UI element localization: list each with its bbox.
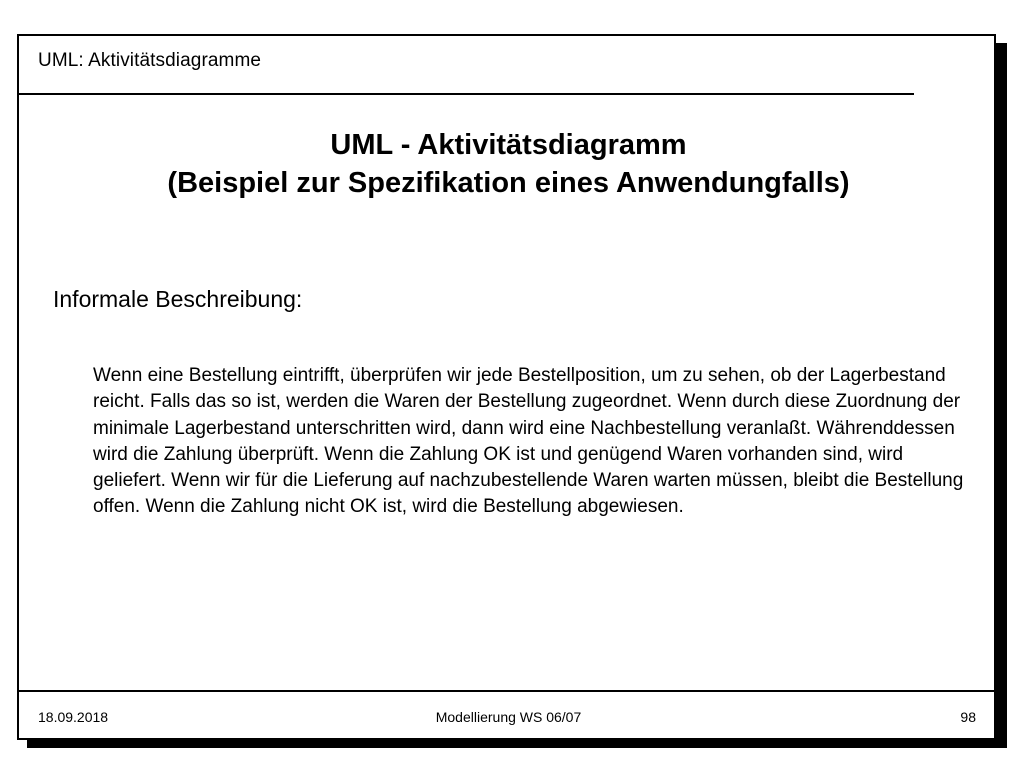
slide-title (19, 126, 998, 202)
slide-title-line-2: (Beispiel zur Spezifikation eines Anwendungfalls) (167, 167, 850, 199)
footer-date: 18.09.2018 (38, 709, 109, 725)
slide-title-line-1: UML - Aktivitätsdiagramm (330, 129, 687, 161)
page-number: 98 (960, 709, 976, 725)
header-title: UML: Aktivitätsdiagramme (38, 50, 262, 71)
header-divider (19, 93, 914, 95)
section-heading: Informale Beschreibung: (53, 286, 303, 312)
slide (17, 34, 996, 740)
description-paragraph: Wenn eine Bestellung eintrifft, überprüfen wir jede Bestellposition, um zu sehen, ob der Lagerbestand reicht. Falls das so ist, werden die Waren der Bestellung zugeordnet. Wenn durch diese Zuordnung der minimale Lagerbestand unterschritten wird, dann wird eine Nachbestellung veranlaßt. Währenddessen wird die Zahlung überprüft. Wenn die Zahlung OK ist und genügend Waren vorhanden sind, wird geliefert. Wenn wir für die Lieferung auf nachzubestellende Waren warten müssen, bleibt die Bestellung offen. Wenn die Zahlung nicht OK ist, wird die Bestellung abgewiesen. (93, 365, 964, 518)
footer-divider (19, 690, 994, 692)
footer-course: Modellierung WS 06/07 (435, 709, 582, 725)
